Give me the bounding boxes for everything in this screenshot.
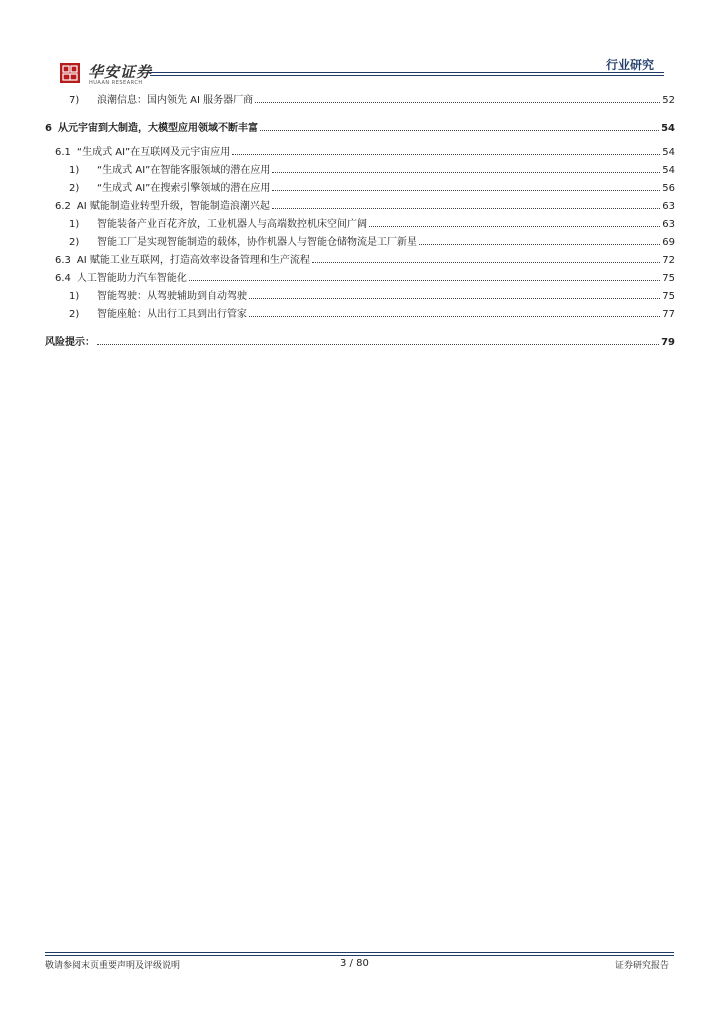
- page-header: [0, 0, 724, 90]
- huaan-logo-icon: [60, 63, 80, 83]
- page-number: 3 / 80: [340, 958, 369, 969]
- toc-entry-title: 智能装备产业百花齐放，工业机器人与高端数控机床空间广阔: [97, 219, 367, 230]
- toc-entry[interactable]: [45, 302, 675, 320]
- toc-entry-number: 6.1: [55, 147, 71, 158]
- toc-entry-page: 56: [662, 183, 675, 194]
- toc-entry-title: 人工智能助力汽车智能化: [76, 273, 187, 284]
- toc-entry[interactable]: [45, 88, 675, 106]
- toc-leader-dots: [369, 225, 660, 227]
- toc-entry-page: 54: [662, 147, 675, 158]
- toc-entry-page: 69: [662, 237, 675, 248]
- toc-leader-dots: [249, 315, 660, 317]
- toc-entry-title: “生成式 AI”在互联网及元宇宙应用: [76, 147, 231, 158]
- toc-leader-dots: [272, 171, 660, 173]
- toc-entry-page: 63: [662, 201, 675, 212]
- brand-name: 华安证券: [88, 63, 153, 81]
- toc-entry-number: 6.2: [55, 201, 71, 212]
- toc-leader-dots: [232, 153, 660, 155]
- footer-divider-secondary: [45, 955, 674, 956]
- toc-leader-dots: [312, 261, 660, 263]
- toc-entry-title: “生成式 AI”在智能客服领域的潜在应用: [97, 165, 271, 176]
- toc-entry-title: AI 赋能工业互联网，打造高效率设备管理和生产流程: [76, 255, 310, 266]
- toc-entry-number: 1): [69, 165, 80, 176]
- toc-entry[interactable]: [45, 284, 675, 302]
- toc-entry-page: 79: [661, 337, 675, 348]
- header-divider-secondary: [150, 75, 664, 76]
- toc-entry-title: “生成式 AI”在搜索引擎领域的潜在应用: [97, 183, 271, 194]
- toc-entry-title: 智能驾驶：从驾驶辅助到自动驾驶: [97, 291, 247, 302]
- toc-entry[interactable]: [45, 140, 675, 158]
- toc-leader-dots: [255, 101, 660, 103]
- toc-entry-title: 风险提示：: [45, 337, 95, 348]
- toc-entry-page: 72: [662, 255, 675, 266]
- footer-divider: [45, 952, 674, 953]
- toc-entry[interactable]: [45, 116, 675, 134]
- toc-leader-dots: [260, 129, 659, 131]
- toc-entry-number: 1): [69, 219, 80, 230]
- toc-entry-page: 54: [662, 165, 675, 176]
- toc-entry-number: 6.4: [55, 273, 71, 284]
- footer-disclaimer: 敬请参阅末页重要声明及评级说明: [45, 961, 181, 971]
- toc-entry[interactable]: [45, 212, 675, 230]
- toc-entry-page: 52: [662, 95, 675, 106]
- toc-entry-number: 2): [69, 183, 80, 194]
- toc-entry-number: 7): [69, 95, 80, 106]
- toc-entry-page: 63: [662, 219, 675, 230]
- toc-entry-number: 2): [69, 237, 80, 248]
- toc-leader-dots: [272, 207, 660, 209]
- table-of-contents: [45, 88, 675, 348]
- report-category: 行业研究: [605, 58, 654, 72]
- toc-entry-title: AI 赋能制造业转型升级，智能制造浪潮兴起: [76, 201, 270, 212]
- toc-entry-number: 2): [69, 309, 80, 320]
- footer-report-type: 证券研究报告: [614, 961, 669, 971]
- toc-entry-number: 6: [45, 123, 52, 134]
- toc-entry[interactable]: [45, 230, 675, 248]
- toc-entry[interactable]: [45, 248, 675, 266]
- toc-entry-page: 75: [662, 291, 675, 302]
- toc-entry[interactable]: [45, 266, 675, 284]
- toc-leader-dots: [97, 343, 659, 345]
- toc-entry[interactable]: [45, 330, 675, 348]
- toc-entry[interactable]: [45, 158, 675, 176]
- toc-entry-title: 浪潮信息：国内领先 AI 服务器厂商: [97, 95, 254, 106]
- toc-leader-dots: [249, 297, 660, 299]
- toc-entry-title: 智能工厂是实现智能制造的载体，协作机器人与智能仓储物流是工厂新星: [97, 237, 417, 248]
- toc-entry-page: 75: [662, 273, 675, 284]
- toc-leader-dots: [272, 189, 660, 191]
- toc-entry-title: 智能座舱：从出行工具到出行管家: [97, 309, 247, 320]
- toc-entry[interactable]: [45, 194, 675, 212]
- toc-entry-number: 1): [69, 291, 80, 302]
- header-divider: [150, 72, 664, 73]
- toc-entry-page: 54: [661, 123, 675, 134]
- toc-leader-dots: [419, 243, 660, 245]
- brand-english: HUAAN RESEARCH: [89, 80, 143, 86]
- toc-entry-title: 从元宇宙到大制造，大模型应用领域不断丰富: [57, 123, 258, 134]
- toc-entry[interactable]: [45, 176, 675, 194]
- toc-entry-page: 77: [662, 309, 675, 320]
- toc-leader-dots: [189, 279, 660, 281]
- toc-entry-number: 6.3: [55, 255, 71, 266]
